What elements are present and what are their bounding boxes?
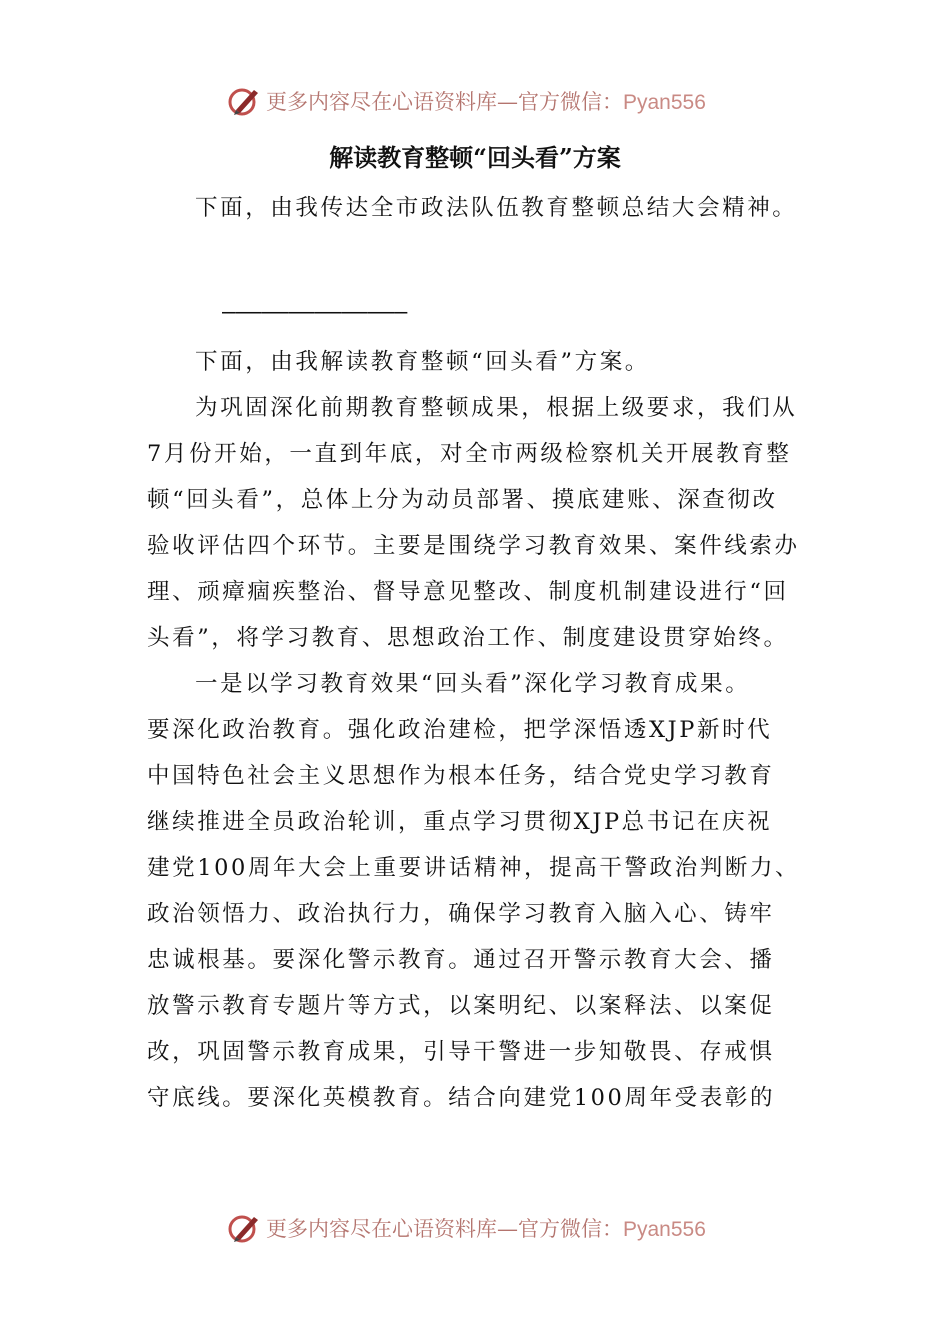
pen-circle-logo-icon	[226, 84, 262, 120]
body-line: 头看”，将学习教育、思想政治工作、制度建设贯穿始终。	[147, 625, 789, 651]
pen-circle-logo-icon	[226, 1211, 262, 1247]
section-intro-paragraph: 下面，由我解读教育整顿“回头看”方案。	[195, 349, 650, 375]
body-line: 中国特色社会主义思想作为根本任务，结合党史学习教育	[147, 763, 775, 789]
banner-site-text: 更多内容尽在心语资料库	[266, 1217, 497, 1241]
document-title: 解读教育整顿“回头看”方案	[329, 143, 621, 172]
banner-wechat-label: 官方微信：	[518, 90, 623, 114]
section-divider: ——————————————	[222, 300, 408, 325]
banner-wechat-id: Pyan556	[623, 1218, 706, 1241]
body-line: 政治领悟力、政治执行力，确保学习教育入脑入心、铸牢	[147, 901, 775, 927]
body-line: 验收评估四个环节。主要是围绕学习教育效果、案件线索办	[147, 533, 800, 559]
body-line: 7月份开始，一直到年底，对全市两级检察机关开展教育整	[147, 441, 792, 467]
body-line: 建党100周年大会上重要讲话精神，提高干警政治判断力、	[147, 855, 801, 881]
banner-text	[266, 1215, 706, 1244]
body-line: 改，巩固警示教育成果，引导干警进一步知敬畏、存戒惧	[147, 1039, 775, 1065]
body-line: 忠诚根基。要深化警示教育。通过召开警示教育大会、播	[147, 947, 775, 973]
header-banner	[0, 84, 950, 124]
banner-wechat-label: 官方微信：	[518, 1217, 623, 1241]
intro-paragraph: 下面，由我传达全市政法队伍教育整顿总结大会精神。	[195, 195, 798, 221]
banner-text	[266, 88, 706, 117]
body-line: 理、顽瘴痼疾整治、督导意见整改、制度机制建设进行“回	[147, 579, 789, 605]
section-heading-line: 一是以学习教育效果“回头看”深化学习教育成果。	[195, 671, 751, 697]
footer-banner	[0, 1211, 950, 1251]
body-line: 为巩固深化前期教育整顿成果，根据上级要求，我们从	[195, 395, 798, 421]
banner-separator: —	[497, 1217, 518, 1241]
body-line: 放警示教育专题片等方式，以案明纪、以案释法、以案促	[147, 993, 775, 1019]
banner-wechat-id: Pyan556	[623, 91, 706, 114]
banner-site-text: 更多内容尽在心语资料库	[266, 90, 497, 114]
banner-separator: —	[497, 90, 518, 114]
body-line: 顿“回头看”，总体上分为动员部署、摸底建账、深查彻改	[147, 487, 778, 513]
body-line: 要深化政治教育。强化政治建检，把学深悟透XJP新时代	[147, 717, 773, 743]
body-line: 继续推进全员政治轮训，重点学习贯彻XJP总书记在庆祝	[147, 809, 773, 835]
body-line: 守底线。要深化英模教育。结合向建党100周年受表彰的	[147, 1085, 776, 1111]
